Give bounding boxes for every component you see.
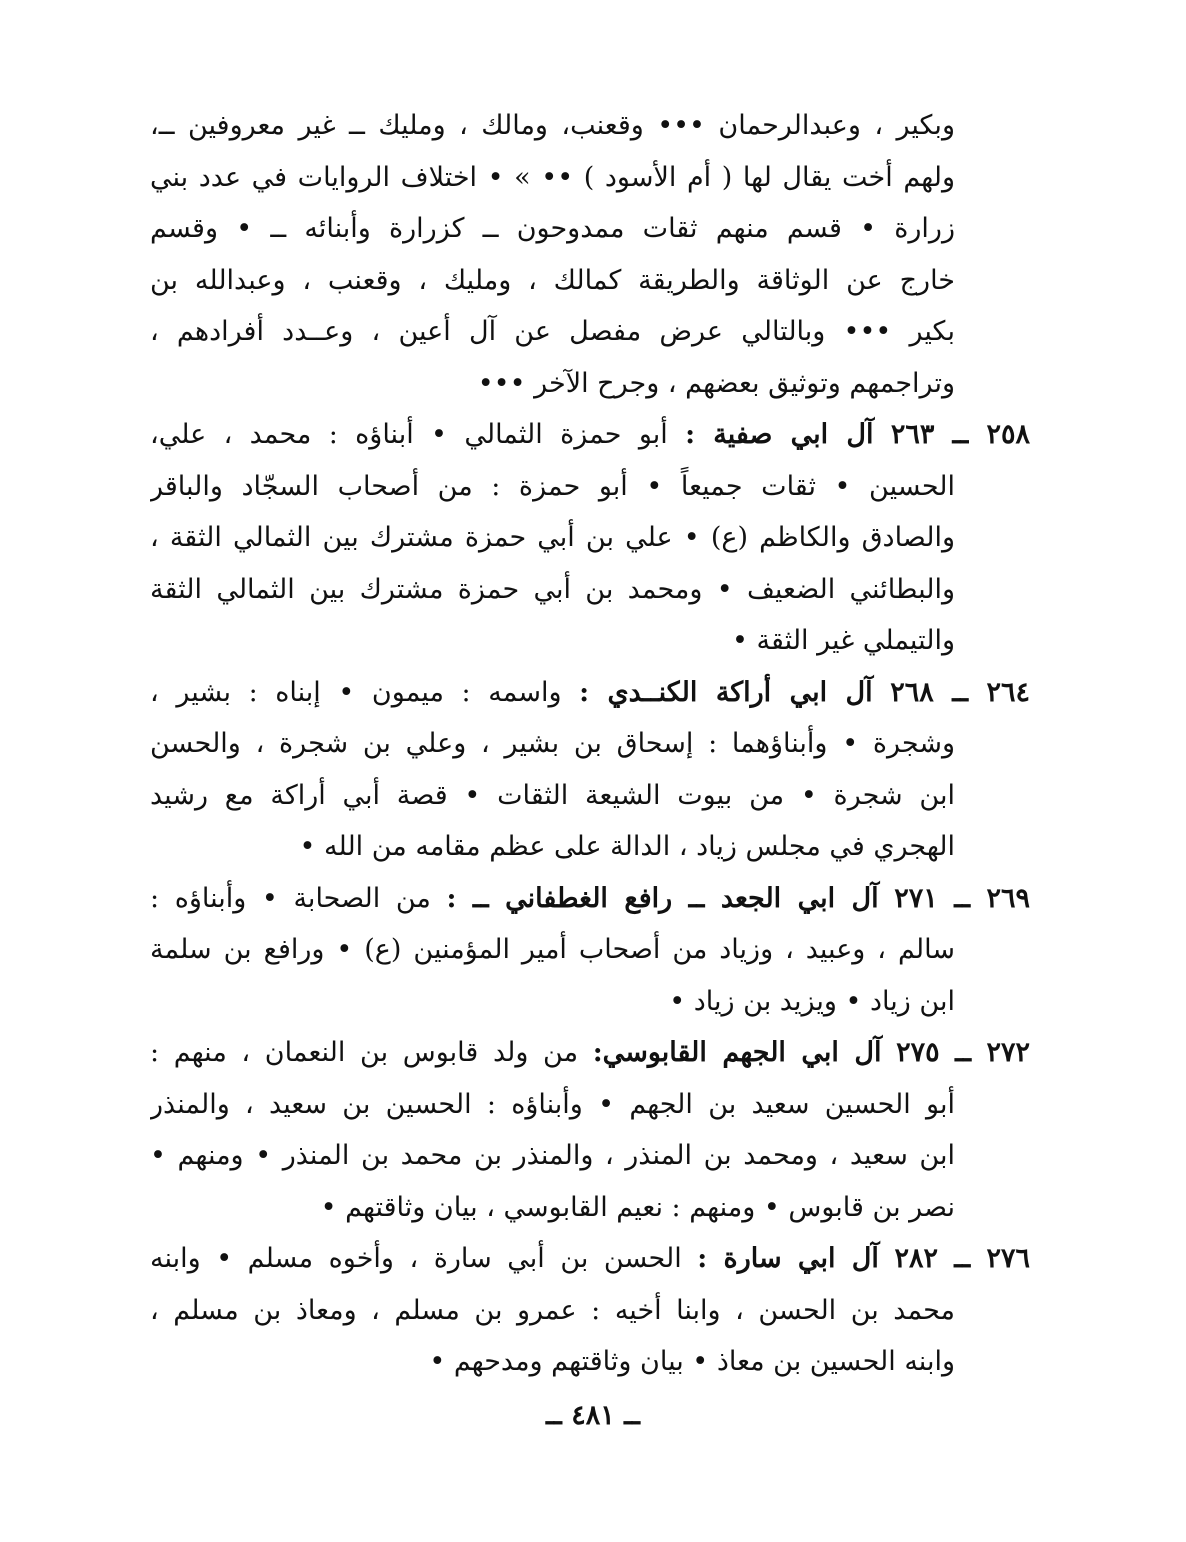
section-heading: آل ابي سارة : [697,1243,879,1274]
text-line: والتيملي غير الثقة • [732,625,955,656]
section-text: واسمه : ميمون • إبناه : بشير ، [150,676,562,708]
section-text: من ولد قابوس بن النعمان ، منهم : [150,1037,579,1068]
text-line: ابن زياد • ويزيد بن زياد • [669,985,955,1017]
section-number: ٢٧٢ ــ ٢٧٥ [896,1037,1030,1068]
text-line: أبو الحسين سعيد بن الجهم • وأبناؤه : الحسين بن سعيد ، والمنذر [150,1088,955,1120]
section-272 [150,1027,1030,1233]
text-line: زرارة • قسم منهم ثقات ممدوحون ــ كزرارة وأبنائه ــ • وقسم [150,213,955,244]
section-276 [150,1233,1030,1388]
text-line: الهجري في مجلس زياد ، الدالة على عظم مقامه من الله • [299,831,955,862]
section-first-line [150,1027,1030,1079]
section-number: ٢٥٨ ــ ٢٦٣ [890,419,1030,450]
section-number: ٢٦٤ ــ ٢٦٨ [890,676,1030,708]
text-line: ابن شجرة • من بيوت الشيعة الثقات • قصة أبي أراكة مع رشيد [150,779,955,811]
section-first-line [150,667,1030,719]
text-line: الحسين • ثقات جميعاً • أبو حمزة : من أصحاب السجّاد والباقر [150,470,955,502]
text-line: والصادق والكاظم (ع) • علي بن أبي حمزة مشترك بين الثمالي الثقة ، [150,522,955,553]
section-number: ٢٧٦ ــ ٢٨٢ [894,1243,1030,1274]
section-heading: آل ابي أراكة الكنــدي : [579,676,873,708]
text-line: وابنه الحسين بن معاذ • بيان وثاقتهم ومدحهم • [429,1346,955,1377]
section-first-line [150,873,1030,925]
section-text: أبو حمزة الثمالي • أبناؤه : محمد ، علي، [150,419,668,450]
text-line: وتراجمهم وتوثيق بعضهم ، وجرح الآخر ••• [477,367,955,399]
section-heading: آل ابي الجهم القابوسي: [592,1037,882,1068]
text-line: وشجرة • وأبناؤهما : إسحاق بن بشير ، وعلي بن شجرة ، والحسن [150,728,955,759]
text-line: خارج عن الوثاقة والطريقة كمالك ، ومليك ، وقعنب ، وعبدالله بن [150,264,955,296]
section-number: ٢٦٩ ــ ٢٧١ [894,882,1030,914]
text-line: سالم ، وعبيد ، وزياد من أصحاب أمير المؤمنين (ع) • ورافع بن سلمة [150,934,955,965]
page-number: ــ ٤٨١ ــ [546,1400,640,1431]
section-first-line [150,1233,1030,1285]
text-line: بكير ••• وبالتالي عرض مفصل عن آل أعين ، وعــدد أفرادهم ، [150,316,955,347]
section-heading: آل ابي الجعد ــ رافع الغطفاني ــ : [446,882,879,914]
text-line: ولهم أخت يقال لها ( أم الأسود ) •• » • اختلاف الروايات في عدد بني [150,161,955,193]
section-first-line [150,409,1030,461]
section-269 [150,873,1030,1028]
page-body [150,100,1030,1388]
section-heading: آل ابي صفية : [685,419,874,450]
section-264 [150,667,1030,873]
intro-paragraph [150,100,1030,409]
text-line: والبطائني الضعيف • ومحمد بن أبي حمزة مشترك بين الثمالي الثقة [150,573,955,605]
section-258 [150,409,1030,667]
text-line: ابن سعيد ، ومحمد بن المنذر ، والمنذر بن محمد بن المنذر • ومنهم • [150,1140,955,1171]
text-line: وبكير ، وعبدالرحمان ••• وقعنب، ومالك ، ومليك ــ غير معروفين ــ، [150,110,955,141]
text-line: محمد بن الحسن ، وابنا أخيه : عمرو بن مسلم ، ومعاذ بن مسلم ، [150,1294,955,1326]
section-text: من الصحابة • وأبناؤه : [150,882,431,914]
section-text: الحسن بن أبي سارة ، وأخوه مسلم • وابنه [150,1243,682,1274]
text-line: نصر بن قابوس • ومنهم : نعيم القابوسي ، بيان وثاقتهم • [320,1191,955,1223]
